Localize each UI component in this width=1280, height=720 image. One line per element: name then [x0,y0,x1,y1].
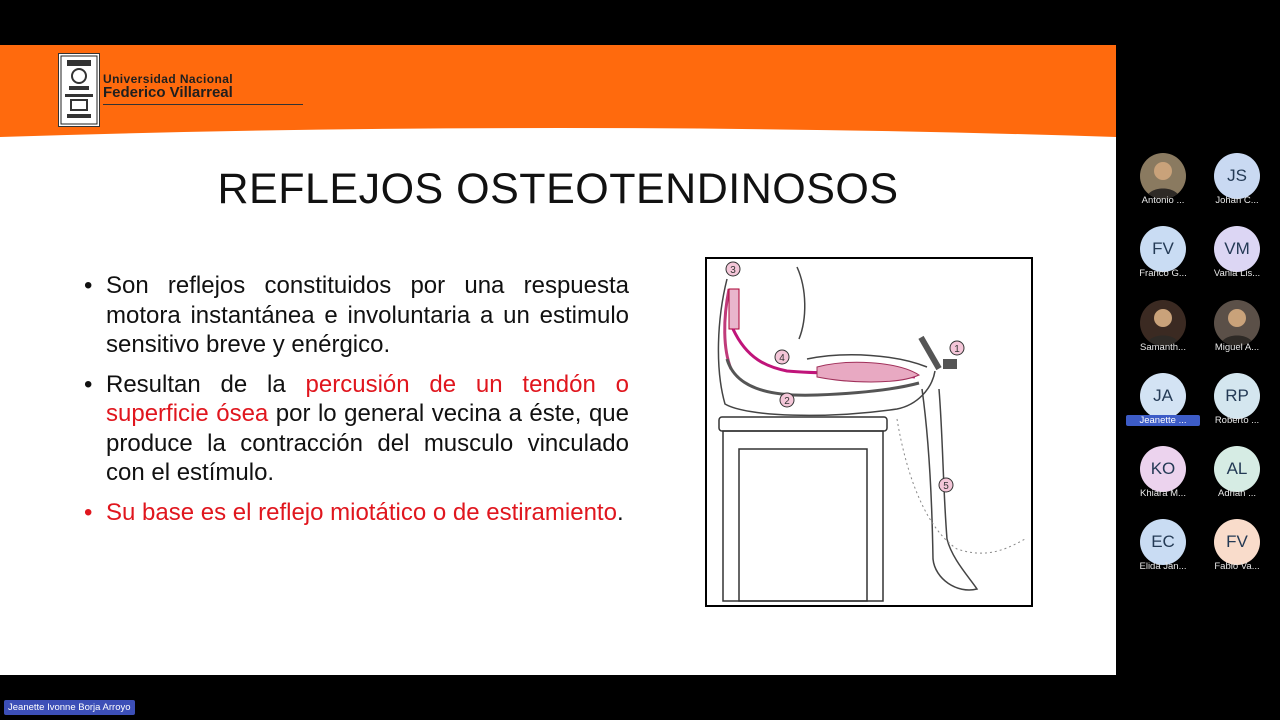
participant-tile[interactable] [1126,153,1196,223]
participant-avatar: EC [1140,519,1186,565]
participant-name: Vania Lis... [1213,268,1261,279]
participant-name: Johan C... [1215,195,1259,206]
participant-name: Jeanette ... [1126,415,1200,426]
participant-photo [1140,300,1186,346]
participant-name: Samanth... [1140,342,1186,353]
participant-photo [1140,153,1186,199]
participant-tile[interactable] [1200,226,1270,296]
highlighted-text: percusión de un tendón o superficie ósea [106,370,629,427]
participant-tile[interactable] [1200,519,1270,589]
bullet-text: Resultan de la [106,370,306,398]
figure-label-2: 2 [784,396,790,407]
slide-title: REFLEJOS OSTEOTENDINOSOS [217,165,899,213]
participant-tile[interactable] [1200,373,1270,443]
participant-avatar: KO [1140,446,1186,492]
participant-tile[interactable] [1126,373,1196,443]
participant-tile[interactable] [1200,446,1270,516]
participant-avatar: VM [1214,226,1260,272]
participant-tile[interactable] [1126,226,1196,296]
participant-name: Roberto ... [1214,415,1260,426]
figure-label-3: 3 [730,265,736,276]
participant-name: Antonio ... [1141,195,1185,206]
university-name-line2: Federico Villarreal [103,84,233,101]
participant-name: Fabio Va... [1214,561,1260,572]
bullet-text: Son reflejos constituidos por una respuesta motora instantánea e involuntaria a un estimulo sensitivo breve y enérgico. [106,272,629,358]
participant-name: Adrian ... [1217,488,1257,499]
participant-tile[interactable] [1200,300,1270,370]
participant-name: Khiara M... [1140,488,1186,499]
highlighted-text: Su base es el reflejo miotático o de estiramiento [106,498,617,526]
participant-name: Miguel A... [1214,342,1260,353]
participant-photo [1214,300,1260,346]
participant-tile[interactable] [1200,153,1270,223]
bullet-item [84,271,629,360]
bullet-marker: • [84,370,93,398]
bullet-text: . [616,498,624,526]
participant-avatar: FV [1214,519,1260,565]
bullet-list [84,271,629,537]
reflex-diagram [705,257,1033,607]
figure-label-1: 1 [954,344,960,355]
figure-label-5: 5 [943,481,949,492]
participant-avatar: JA [1140,373,1186,419]
participant-tile[interactable] [1126,519,1196,589]
university-name-line1: Universidad Nacional [103,72,234,86]
self-name-label: Jeanette Ivonne Borja Arroyo [4,700,135,715]
participant-tile[interactable] [1126,446,1196,516]
participant-name: Elida Jan... [1139,561,1187,572]
bullet-item [84,370,629,488]
participant-tile[interactable] [1126,300,1196,370]
participant-avatar: JS [1214,153,1260,199]
bullet-marker: • [84,272,93,299]
presentation-slide [0,45,1116,675]
university-logo [58,53,100,127]
participant-gallery [1116,0,1280,720]
bullet-item [84,498,629,528]
participant-avatar: RP [1214,373,1260,419]
participant-avatar: FV [1140,226,1186,272]
participant-name: Franco G... [1139,268,1187,279]
figure-label-4: 4 [779,353,785,364]
participant-avatar: AL [1214,446,1260,492]
bullet-marker: • [84,498,93,526]
logo-underline [103,104,303,105]
bullet-text: por lo general vecina a éste, que produce la contracción del musculo vinculado con el estímulo. [106,400,629,486]
